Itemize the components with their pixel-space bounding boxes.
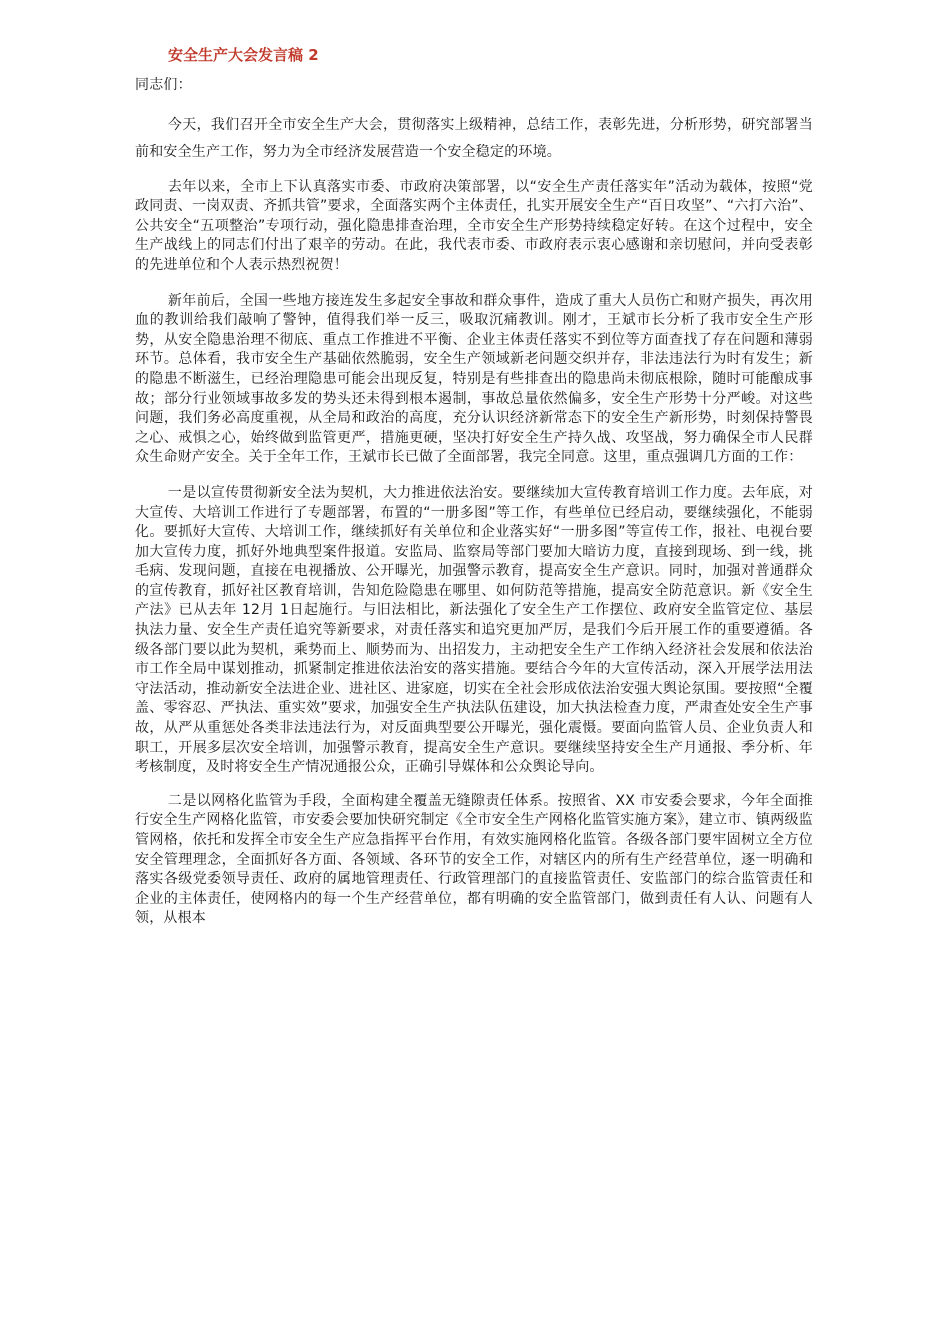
paragraph-point-two: 二是以网格化监管为手段，全面构建全覆盖无缝隙责任体系。按照省、XX 市安委会要求，今年全面推行安全生产网格化监管，市安委会要加快研究制定《全市安全生产网格化监管实施方案》，建立市、镇两级监管网格，依托和发挥全市安全生产应急指挥平台作用，有效实施网格化监管。各级各部门要牢固树立全方位安全管理理念，全面抓好各方面、各领域、各环节的安全工作，对辖区内的所有生产经营单位，逐一明确和落实各级党委领导责任、政府的属地管理责任、行政管理部门的直接监管责任、安监部门的综合监管责任和企业的主体责任，使网格内的每一个生产经营单位，都有明确的安全监管部门，做到责任有人认、问题有人领，从根本 xyxy=(135,792,813,927)
paragraph-review: 去年以来，全市上下认真落实市委、市政府决策部署，以“安全生产责任落实年”活动为载体，按照“党政同责、一岗双责、齐抓共管”要求，全面落实两个主体责任，扎实开展安全生产“百日攻坚”、“六打六治”、公共安全“五项整治”专项行动，强化隐患排查治理，全市安全生产形势持续稳定好转。在这个过程中，安全生产战线上的同志们付出了艰辛的劳动。在此，我代表市委、市政府表示衷心感谢和亲切慰问，并向受表彰的先进单位和个人表示热烈祝贺！ xyxy=(135,178,813,273)
document-title: 安全生产大会发言稿 2 xyxy=(168,46,319,64)
document-page xyxy=(135,44,813,929)
paragraph-opening: 今天，我们召开全市安全生产大会，贯彻落实上级精神，总结工作，表彰先进，分析形势，研究部署当前和安全生产工作，努力为全市经济发展营造一个安全稳定的环境。 xyxy=(135,116,813,160)
paragraph-situation: 新年前后，全国一些地方接连发生多起安全事故和群众事件，造成了重大人员伤亡和财产损失，再次用血的教训给我们敲响了警钟，值得我们举一反三，吸取沉痛教训。刚才，王斌市长分析了我市安全生产形势，从安全隐患治理不彻底、重点工作推进不平衡、企业主体责任落实不到位等方面查找了存在问题和薄弱环节。总体看，我市安全生产基础依然脆弱，安全生产领域新老问题交织并存，非法违法行为时有发生；新的隐患不断滋生，已经治理隐患可能会出现反复，特别是有些排查出的隐患尚未彻底根除，随时可能酿成事故；部分行业领域事故多发的势头还未得到根本遏制，事故总量依然偏多，安全生产形势十分严峻。对这些问题，我们务必高度重视，从全局和政治的高度，充分认识经济新常态下的安全生产新形势，时刻保持警畏之心、戒惧之心，始终做到监管更严，措施更硬，坚决打好安全生产持久战、攻坚战，努力确保全市人民群众生命财产安全。关于全年工作，王斌市长已做了全面部署，我完全同意。这里，重点强调几方面的工作： xyxy=(135,292,813,466)
salutation: 同志们： xyxy=(135,77,192,93)
paragraph-point-one: 一是以宣传贯彻新安全法为契机，大力推进依法治安。要继续加大宣传教育培训工作力度。去年底，对大宣传、大培训工作进行了专题部署，布置的“一册多图”等工作，有些单位已经启动，要继续强化，不能弱化。要抓好大宣传、大培训工作，继续抓好有关单位和企业落实好“一册多图”等宣传工作，报社、电视台要加大宣传力度，抓好外地典型案件报道。安监局、监察局等部门要加大暗访力度，直接到现场、到一线，挑毛病、发现问题，直接在电视播放、公开曝光，加强警示教育，提高安全生产意识。同时，加强对普通群众的宣传教育，抓好社区教育培训，告知危险隐患在哪里、如何防范等措施，提高安全防范意识。新《安全生产法》已从去年 12月 1日起施行。与旧法相比，新法强化了安全生产工作摆位、政府安全监管定位、基层 执法力量、安全生产责任追究等新要求，对责任落实和追究更加严厉，是我们今后开展工作的重要遵循。各级各部门要以此为契机，乘势而上、顺势而为、出招发力，主动把安全生产工作纳入经济社会发展和依法治市工作全局中谋划推动，抓紧制定推进依法治安的落实措施。要结合今年的大宣传活动，深入开展学法用法守法活动，推动新安全法进企业、进社区、进家庭，切实在全社会形成依法治安强大舆论氛围。要按照“全覆盖、零容忍、严执法、重实效”要求，加强安全生产执法队伍建设，加大执法检查力度，严肃查处安全生产事故，从严从重惩处各类非法违法行为，对反面典型要公开曝光，强化震慑。要面向监管人员、企业负责人和职工，开展多层次安全培训，加强警示教育，提高安全生产意识。要继续坚持安全生产月通报、季分析、年考核制度，及时将安全生产情况通报公众，正确引导媒体和公众舆论导向。 xyxy=(135,484,813,776)
